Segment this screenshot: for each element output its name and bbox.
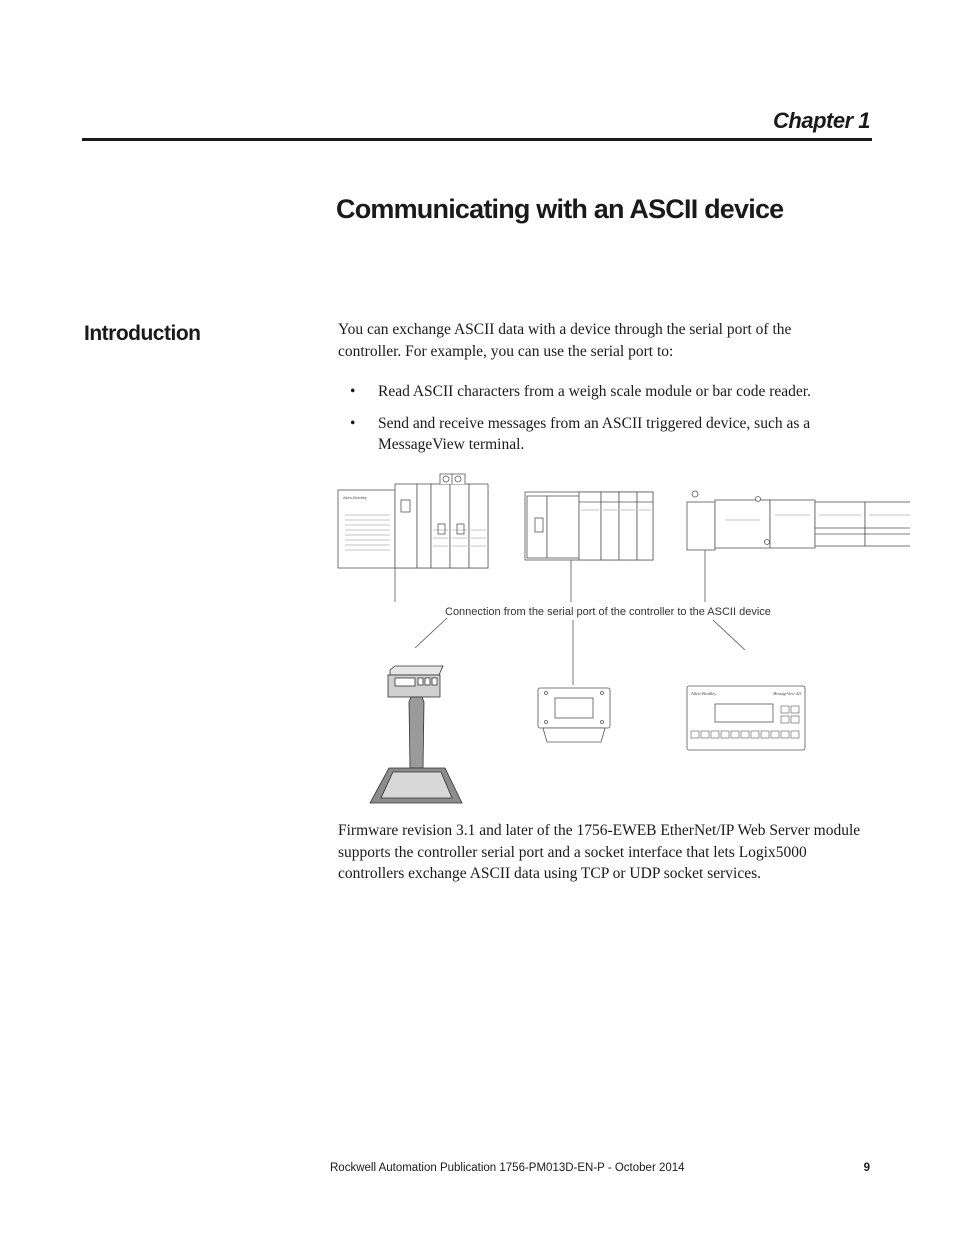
bullet-text: Send and receive messages from an ASCII triggered device, such as a MessageView terminal. <box>378 414 811 453</box>
messageview-terminal-illustration <box>687 686 805 750</box>
footer-publication: Rockwell Automation Publication 1756-PM013D-EN-P - October 2014 <box>330 1162 685 1174</box>
weigh-scale-illustration <box>370 666 462 803</box>
terminal-brand-label: Allen-Bradley <box>691 691 717 696</box>
bullet-icon: • <box>350 414 356 432</box>
list-item <box>338 381 838 403</box>
bullet-icon: • <box>350 383 356 400</box>
connection-figure <box>335 470 910 810</box>
compact-io-illustration <box>687 491 910 550</box>
closing-paragraph: Firmware revision 3.1 and later of the 1756-EWEB EtherNet/IP Web Server module supports the controller serial port and a socket interface that lets Logix5000 controllers exchange ASCII data using TCP or UDP socket services. <box>338 822 861 882</box>
bullet-text: Read ASCII characters from a weigh scale module or bar code reader. <box>378 383 811 400</box>
section-heading: Introduction <box>84 322 201 345</box>
figure-caption: Connection from the serial port of the controller to the ASCII device <box>445 606 771 618</box>
bullet-list <box>338 381 838 466</box>
page-title: Communicating with an ASCII device <box>336 194 784 224</box>
controllogix-chassis-illustration <box>338 474 488 568</box>
list-item <box>338 413 838 456</box>
chapter-label: Chapter 1 <box>773 108 870 133</box>
display-device-illustration <box>538 688 610 742</box>
header-rule <box>82 138 872 141</box>
chassis-brand-label: Allen-Bradley <box>343 495 367 500</box>
compactlogix-illustration <box>525 492 653 560</box>
terminal-model-label: MessageView 421 <box>773 691 802 696</box>
page-number: 9 <box>863 1162 870 1174</box>
intro-paragraph: You can exchange ASCII data with a device through the serial port of the controller. For example, you can use the serial port to: <box>338 321 792 360</box>
